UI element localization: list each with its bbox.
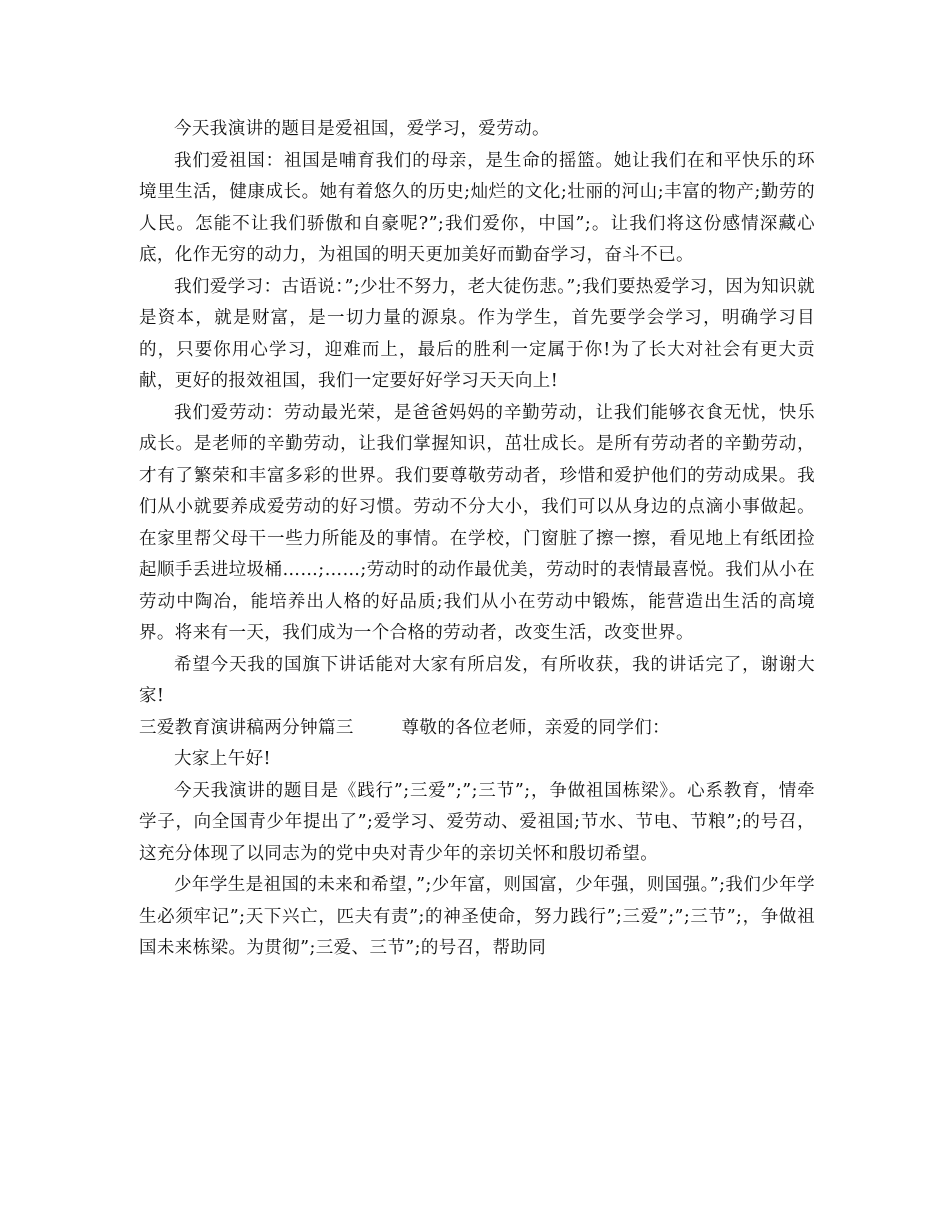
greeting: 大家上午好! [174, 749, 271, 769]
section-heading: 三爱教育演讲稿两分钟篇三 [139, 717, 354, 738]
section-heading-line [139, 713, 815, 745]
paragraph-topic: 今天我演讲的题目是爱祖国，爱学习，爱劳动。 [174, 119, 550, 139]
paragraph-youth-hope: 少年学生是祖国的未来和希望，”;少年富，则国富，少年强，则国强。”;我们少年学生必须牢记”;天下兴亡，匹夫有责”;的神圣使命，努力践行”;三爱”;”;三节”;，争做祖国未来栋梁。为贯彻”;三爱、三节”;的号召，帮助同 [139, 875, 815, 958]
paragraph-speech-title: 今天我演讲的题目是《践行”;三爱”;”;三节”;，争做祖国栋梁》。心系教育，情牵学子，向全国青少年提出了”;爱学习、爱劳动、爱祖国;节水、节电、节粮”;的号召，这充分体现了以同志为的党中央对青少年的亲切关怀和殷切希望。 [139, 780, 816, 864]
document-body [139, 114, 815, 965]
paragraph-closing: 希望今天我的国旗下讲话能对大家有所启发，有所收获，我的讲话完了，谢谢大家! [139, 654, 815, 706]
section-salutation: 尊敬的各位老师，亲爱的同学们： [401, 717, 671, 738]
paragraph-love-country: 我们爱祖国：祖国是哺育我们的母亲，是生命的摇篮。她让我们在和平快乐的环境里生活，健康成长。她有着悠久的历史;灿烂的文化;壮丽的河山;丰富的物产;勤劳的人民。怎能不让我们骄傲和自豪呢?”;我们爱你，中国”;。让我们将这份感情深藏心底，化作无穷的动力，为祖国的明天更加美好而勤奋学习，奋斗不已。 [139, 150, 815, 265]
paragraph-love-study: 我们爱学习：古语说：”;少壮不努力，老大徒伤悲。”;我们要热爱学习，因为知识就是资本，就是财富，是一切力量的源泉。作为学生，首先要学会学习，明确学习目的，只要你用心学习，迎难而上，最后的胜利一定属于你!为了长大对社会有更大贡献，更好的报效祖国，我们一定要好好学习天天向上! [139, 276, 815, 391]
paragraph-love-labor: 我们爱劳动：劳动最光荣，是爸爸妈妈的辛勤劳动，让我们能够衣食无忧，快乐成长。是老师的辛勤劳动，让我们掌握知识，茁壮成长。是所有劳动者的辛勤劳动，才有了繁荣和丰富多彩的世界。我们要尊敬劳动者，珍惜和爱护他们的劳动成果。我们从小就要养成爱劳动的好习惯。劳动不分大小，我们可以从身边的点滴小事做起。在家里帮父母干一些力所能及的事情。在学校，门窗脏了擦一擦，看见地上有纸团捡起顺手丢进垃圾桶……;……;劳动时的动作最优美，劳动时的表情最喜悦。我们从小在劳动中陶冶，能培养出人格的好品质;我们从小在劳动中锻炼，能营造出生活的高境界。将来有一天，我们成为一个合格的劳动者，改变生活，改变世界。 [139, 402, 815, 643]
